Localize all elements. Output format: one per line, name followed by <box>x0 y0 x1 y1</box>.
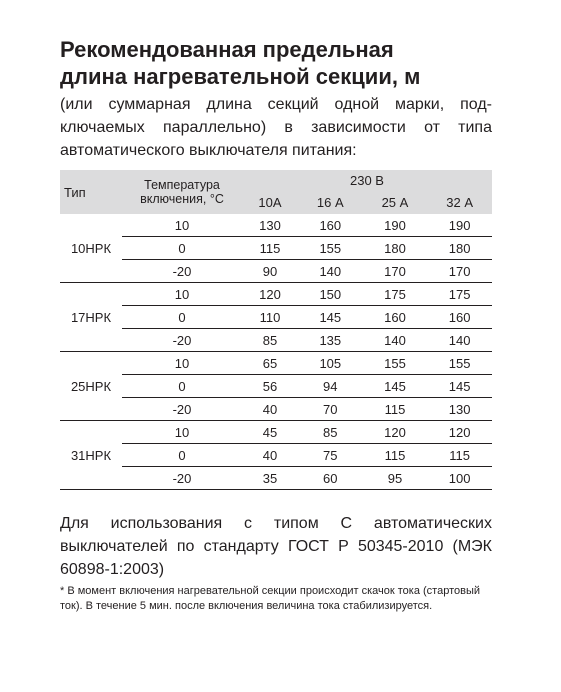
cell-temperature: -20 <box>122 260 242 283</box>
cell-length-value: 60 <box>298 467 363 490</box>
cell-temperature: 10 <box>122 352 242 375</box>
cell-length-value: 140 <box>427 329 492 352</box>
cell-temperature: 0 <box>122 444 242 467</box>
cell-length-value: 190 <box>448 217 471 233</box>
cell-length-value: 56 <box>242 375 298 398</box>
cell-length-value: 140 <box>298 260 363 283</box>
table-row <box>60 283 492 306</box>
cell-temperature: -20 <box>122 329 242 352</box>
cell-length-value: 115 <box>363 444 428 467</box>
cell-temperature: 10 <box>122 421 242 444</box>
cell-type: 10НРК <box>70 240 112 256</box>
cell-length-value: 120 <box>242 283 298 306</box>
cell-length-value: 160 <box>427 306 492 329</box>
cell-length-value: 160 <box>363 306 428 329</box>
cell-length-value: 40 <box>242 398 298 421</box>
length-table <box>60 170 492 490</box>
table-row <box>60 214 492 237</box>
cell-length-value: 105 <box>298 352 363 375</box>
cell-length-value: 160 <box>319 217 342 233</box>
cell-length-value: 155 <box>298 237 363 260</box>
cell-length-value: 40 <box>242 444 298 467</box>
cell-length-value: 175 <box>363 283 428 306</box>
header-voltage: 230 В <box>242 170 492 191</box>
cell-length-value: 170 <box>363 260 428 283</box>
table-row <box>60 329 492 352</box>
table-row <box>60 352 492 375</box>
cell-temperature: 10 <box>174 217 190 233</box>
cell-length-value: 120 <box>427 421 492 444</box>
cell-length-value: 190 <box>384 217 406 233</box>
table-row <box>60 306 492 329</box>
cell-length-value: 180 <box>363 237 428 260</box>
cell-length-value: 130 <box>259 217 281 233</box>
title-line-2: длина нагревательной секции, м <box>60 64 421 89</box>
cell-length-value: 85 <box>298 421 363 444</box>
cell-type: 31НРК <box>60 421 122 490</box>
cell-length-value: 180 <box>427 237 492 260</box>
cell-length-value: 70 <box>298 398 363 421</box>
table-row <box>60 375 492 398</box>
cell-length-value: 65 <box>242 352 298 375</box>
header-current: 16 А <box>298 191 363 214</box>
header-current: 32 А <box>427 191 492 214</box>
cell-length-value: 115 <box>242 237 298 260</box>
footnote: * В момент включения нагревательной секции происходит скачок тока (стартовый ток). В течение 5 мин. после включения величина тока стабилизируется. <box>60 585 481 612</box>
table-row <box>60 398 492 421</box>
subtitle: (или суммарная длина секций одной марки, под-ключаемых параллельно) в зависимости от типа автоматического выключателя питания: <box>60 96 492 159</box>
cell-temperature: 10 <box>122 283 242 306</box>
cell-length-value: 145 <box>427 375 492 398</box>
cell-length-value: 115 <box>363 398 428 421</box>
cell-temperature: 0 <box>122 306 242 329</box>
table-row <box>60 421 492 444</box>
cell-temperature: 0 <box>122 375 242 398</box>
cell-length-value: 130 <box>427 398 492 421</box>
cell-temperature: -20 <box>122 398 242 421</box>
cell-temperature: 0 <box>122 237 242 260</box>
cell-length-value: 135 <box>298 329 363 352</box>
cell-length-value: 155 <box>363 352 428 375</box>
header-current: 25 А <box>363 191 428 214</box>
cell-length-value: 145 <box>298 306 363 329</box>
cell-length-value: 155 <box>427 352 492 375</box>
table-row <box>60 260 492 283</box>
cell-length-value: 85 <box>242 329 298 352</box>
header-current: 10А <box>242 191 298 214</box>
cell-length-value: 150 <box>298 283 363 306</box>
title-line-1: Рекомендованная предельная <box>60 37 394 62</box>
header-temperature-line-1: Температура <box>144 178 220 192</box>
cell-length-value: 170 <box>427 260 492 283</box>
cell-length-value: 120 <box>363 421 428 444</box>
page-title <box>60 36 530 90</box>
header-temperature <box>122 170 242 214</box>
cell-length-value: 90 <box>242 260 298 283</box>
cell-type: 25НРК <box>60 352 122 421</box>
cell-length-value: 110 <box>242 306 298 329</box>
table-row <box>60 237 492 260</box>
cell-length-value: 140 <box>363 329 428 352</box>
header-type: Тип <box>60 170 122 214</box>
cell-length-value: 95 <box>363 467 428 490</box>
cell-length-value: 45 <box>242 421 298 444</box>
cell-length-value: 35 <box>242 467 298 490</box>
cell-length-value: 94 <box>298 375 363 398</box>
cell-type: 17НРК <box>60 283 122 352</box>
usage-note: Для использования с типом С автоматических выключателей по стандарту ГОСТ Р 50345-2010 (МЭК 60898-1:2003) <box>60 515 492 578</box>
table-row <box>60 467 492 490</box>
cell-length-value: 175 <box>427 283 492 306</box>
cell-temperature: -20 <box>122 467 242 490</box>
cell-length-value: 75 <box>298 444 363 467</box>
cell-length-value: 115 <box>427 444 492 467</box>
table-row <box>60 444 492 467</box>
cell-length-value: 145 <box>363 375 428 398</box>
header-temperature-line-2: включения, °С <box>140 192 224 206</box>
cell-length-value: 100 <box>427 467 492 490</box>
